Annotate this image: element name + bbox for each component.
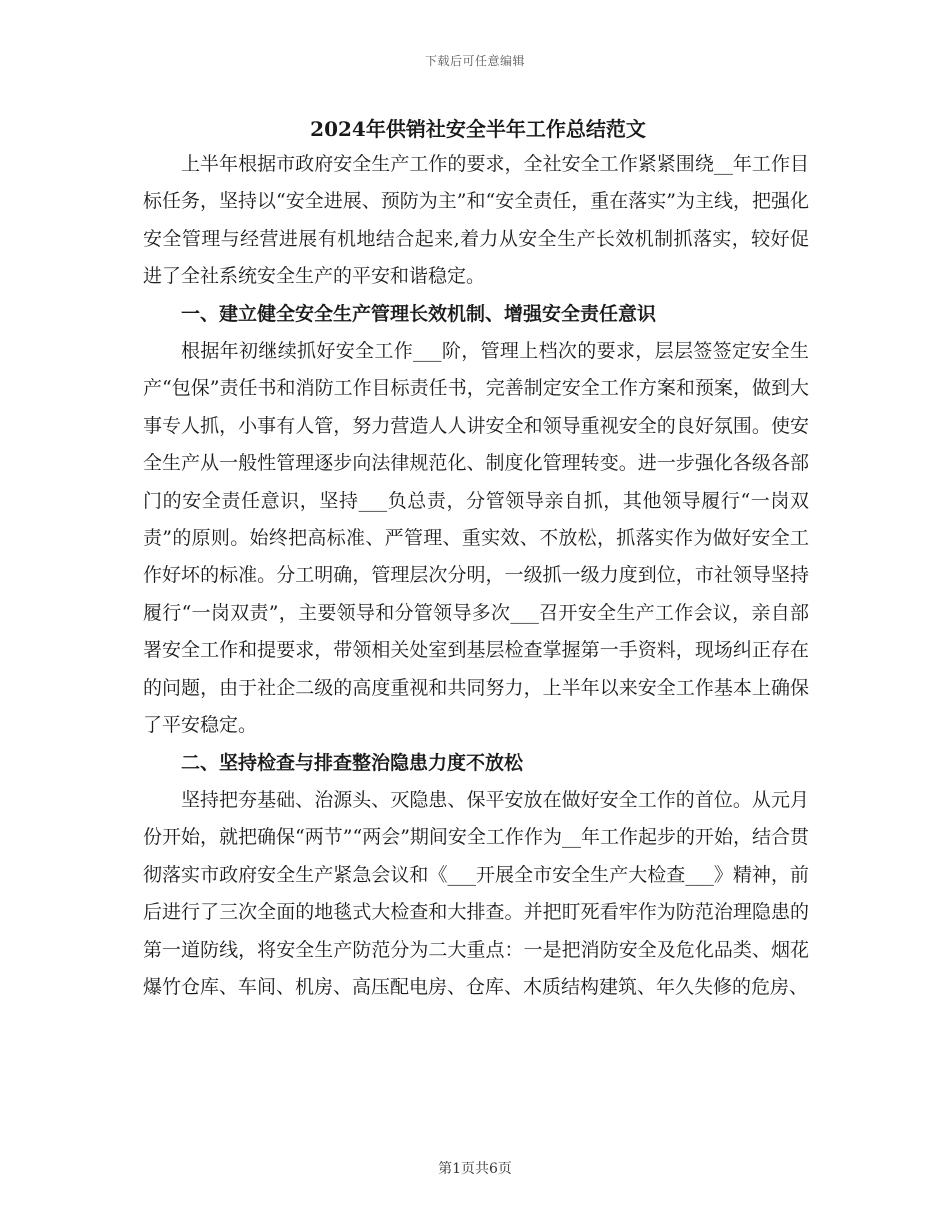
- section-2-paragraph: 坚持把夯基础、治源头、灭隐患、保平安放在做好安全工作的首位。从元月份开始，就把确保“两节”“两会”期间安全工作作为__年工作起步的开始，结合贯彻落实市政府安全生产紧急会议和《___开展全市安全生产大检查___》精神，前后进行了三次全面的地毯式大检查和大排查。并把盯死看牢作为防范治理隐患的第一道防线，将安全生产防范分为二大重点：一是把消防安全及危化品类、烟花爆竹仓库、车间、机房、高压配电房、仓库、木质结构建筑、年久失修的危房、: [143, 788, 809, 998]
- page-number-footer: 第1页共6页: [438, 1161, 512, 1177]
- section-1-paragraph: 根据年初继续抓好安全工作___阶，管理上档次的要求，层层签签定安全生产“包保”责任书和消防工作目标责任书，完善制定安全工作方案和预案，做到大事专人抓，小事有人管，努力营造人人讲安全和领导重视安全的良好氛围。使安全生产从一般性管理逐步向法律规范化、制度化管理转变。进一步强化各级各部门的安全责任意识，坚持___负总责，分管领导亲自抓，其他领导履行“一岗双责”的原则。始终把高标准、严管理、重实效、不放松，抓落实作为做好安全工作好坏的标准。分工明确，管理层次分明，一级抓一级力度到位，市社领导坚持履行“一岗双责”，主要领导和分管领导多次___召开安全生产工作会议，亲自部署安全工作和提要求，带领相关处室到基层检查掌握第一手资料，现场纠正存在的问题，由于社企二级的高度重视和共同努力，上半年以来安全工作基本上确保了平安稳定。: [143, 340, 809, 737]
- document-body: [143, 112, 809, 1006]
- page-header-note: 下载后可任意编辑: [424, 54, 525, 68]
- section-1-heading: 一、建立健全安全生产管理长效机制、增强安全责任意识: [181, 302, 657, 325]
- intro-paragraph: 上半年根据市政府安全生产工作的要求，全社安全工作紧紧围绕__年工作目标任务，坚持以“安全进展、预防为主”和“安全责任，重在落实”为主线，把强化安全管理与经营进展有机地结合起来,着力从安全生产长效机制抓落实，较好促进了全社系统安全生产的平安和谐稳定。: [143, 153, 809, 288]
- document-title: 2024年供销社安全半年工作总结范文: [310, 117, 646, 141]
- section-2-heading: 二、坚持检查与排查整治隐患力度不放松: [181, 751, 524, 774]
